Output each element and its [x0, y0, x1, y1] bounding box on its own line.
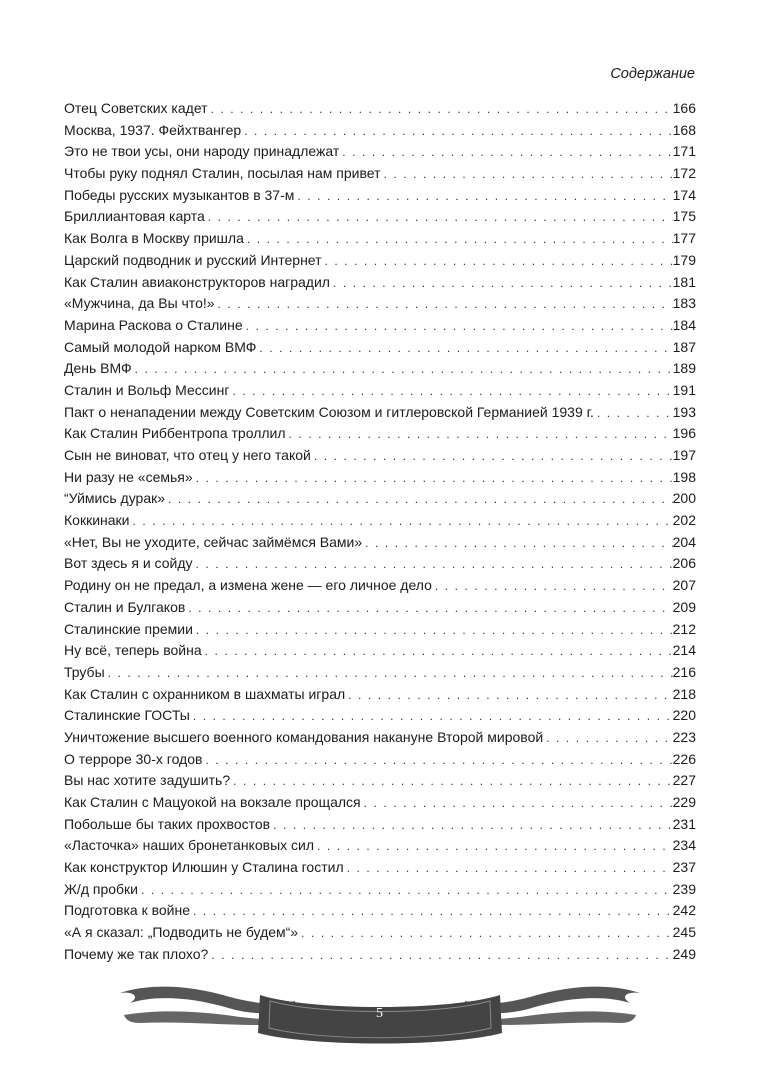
- toc-leader-dots: [361, 793, 673, 815]
- toc-leader-dots: [230, 771, 673, 793]
- toc-leader-dots: [229, 381, 672, 403]
- toc-entry-page: 174: [672, 186, 696, 203]
- toc-entry-page: 181: [672, 273, 696, 290]
- toc-entry-page: 177: [672, 230, 696, 247]
- toc-entry-title: Ж/д пробки: [64, 880, 138, 897]
- toc-entry: [64, 272, 696, 294]
- toc-entry-page: 189: [672, 360, 696, 377]
- toc-entry-page: 237: [672, 859, 696, 876]
- toc-entry-title: Сталин и Булгаков: [64, 598, 186, 615]
- toc-entry: [64, 705, 696, 727]
- toc-leader-dots: [192, 554, 672, 576]
- toc-entry-page: 218: [672, 685, 696, 702]
- toc-entry: [64, 814, 696, 836]
- toc-leader-dots: [202, 750, 672, 772]
- toc-entry: [64, 206, 696, 228]
- toc-entry: [64, 835, 696, 857]
- toc-entry-title: Это не твои усы, они народу принадлежат: [64, 143, 340, 160]
- toc-entry: [64, 944, 696, 966]
- toc-entry-title: «А я сказал: „Подводить не будем“»: [64, 924, 299, 941]
- toc-entry: [64, 98, 696, 120]
- toc-entry: [64, 163, 696, 185]
- toc-entry-title: Марина Раскова о Сталине: [64, 316, 243, 333]
- toc-entry-title: Пакт о ненападении между Советским Союзом и гитлеровской Германией 1939 г.: [64, 403, 594, 420]
- toc-leader-dots: [594, 403, 673, 425]
- toc-leader-dots: [193, 620, 673, 642]
- toc-entry: [64, 293, 696, 315]
- toc-entry: [64, 185, 696, 207]
- toc-leader-dots: [339, 142, 672, 164]
- toc-entry-title: Ну всё, теперь война: [64, 642, 202, 659]
- toc-leader-dots: [380, 164, 672, 186]
- toc-entry: [64, 120, 696, 142]
- toc-entry-title: «Мужчина, да Вы что!»: [64, 295, 215, 312]
- toc-entry-page: 196: [672, 425, 696, 442]
- toc-leader-dots: [256, 338, 672, 360]
- toc-entry: [64, 510, 696, 532]
- toc-entry-page: 184: [672, 316, 696, 333]
- toc-leader-dots: [362, 533, 672, 555]
- toc-entry-page: 223: [672, 728, 696, 745]
- toc-leader-dots: [190, 901, 673, 923]
- toc-entry-title: День ВМФ: [64, 360, 132, 377]
- toc-entry-page: 249: [672, 945, 696, 962]
- toc-entry-page: 231: [672, 815, 696, 832]
- toc-entry: [64, 879, 696, 901]
- toc-leader-dots: [208, 99, 673, 121]
- toc-entry-page: 229: [672, 794, 696, 810]
- toc-entry-title: Победы русских музыкантов в 37-м: [64, 186, 295, 203]
- toc-entry-page: 166: [672, 100, 696, 116]
- toc-entry-page: 175: [672, 208, 696, 225]
- toc-entry: [64, 228, 696, 250]
- running-header: Содержание: [610, 66, 695, 82]
- toc-entry: [64, 662, 696, 684]
- toc-entry: [64, 770, 696, 792]
- toc-leader-dots: [165, 489, 673, 511]
- toc-entry-page: 216: [672, 663, 696, 680]
- toc-entry-title: Коккинаки: [64, 512, 130, 529]
- toc-entry-title: Как Сталин с охранником в шахматы играл: [64, 685, 346, 702]
- toc-entry-page: 227: [672, 772, 696, 789]
- table-of-contents: [64, 98, 696, 966]
- toc-entry: [64, 402, 696, 424]
- toc-leader-dots: [270, 815, 673, 837]
- toc-leader-dots: [202, 641, 673, 663]
- toc-entry: [64, 553, 696, 575]
- toc-entry-page: 239: [672, 880, 696, 897]
- toc-entry-page: 168: [672, 121, 696, 138]
- toc-leader-dots: [311, 446, 673, 468]
- toc-entry-page: 187: [672, 338, 696, 355]
- toc-leader-dots: [345, 685, 672, 707]
- toc-entry-page: 206: [672, 555, 696, 572]
- toc-leader-dots: [138, 880, 673, 902]
- toc-entry-title: Как Сталин авиаконструкторов наградил: [64, 273, 330, 290]
- toc-entry-title: Вы нас хотите задушить?: [64, 772, 231, 789]
- toc-entry-title: Как Сталин Риббентропа троллил: [64, 425, 286, 442]
- toc-entry: [64, 684, 696, 706]
- toc-entry: [64, 792, 696, 814]
- toc-entry-title: Побольше бы таких прохвостов: [64, 815, 271, 832]
- toc-entry-title: Отец Советских кадет: [64, 100, 208, 116]
- toc-entry: [64, 488, 696, 510]
- toc-leader-dots: [286, 424, 673, 446]
- toc-entry-title: Сталинские ГОСТы: [64, 707, 190, 724]
- toc-entry-title: Сталинские премии: [64, 620, 193, 637]
- toc-entry: [64, 857, 696, 879]
- toc-entry: [64, 749, 696, 771]
- toc-entry-title: Почему же так плохо?: [64, 945, 209, 962]
- toc-entry-title: Москва, 1937. Фейхтвангер: [64, 121, 242, 138]
- toc-entry-title: Вот здесь я и сойду: [64, 555, 193, 572]
- toc-entry-page: 245: [672, 924, 696, 941]
- toc-entry: [64, 358, 696, 380]
- toc-entry: [64, 922, 696, 944]
- toc-entry-page: 200: [672, 490, 696, 507]
- toc-entry-page: 171: [672, 143, 696, 160]
- toc-entry-page: 202: [672, 512, 696, 529]
- toc-entry-page: 234: [672, 837, 696, 854]
- toc-leader-dots: [105, 663, 673, 685]
- toc-entry-title: «Ласточка» наших бронетанковых сил: [64, 837, 315, 854]
- toc-entry-title: Как конструктор Илюшин у Сталина гостил: [64, 859, 344, 876]
- toc-entry-title: Сталин и Вольф Мессинг: [64, 381, 230, 398]
- toc-leader-dots: [193, 468, 673, 490]
- toc-entry-page: 197: [672, 447, 696, 463]
- toc-entry: [64, 141, 696, 163]
- toc-leader-dots: [298, 923, 673, 945]
- toc-entry: [64, 337, 696, 359]
- toc-entry: [64, 575, 696, 597]
- toc-entry: [64, 727, 696, 749]
- toc-leader-dots: [344, 858, 673, 880]
- toc-entry: [64, 423, 696, 445]
- toc-entry: [64, 380, 696, 402]
- toc-entry-title: О терроре 30-х годов: [64, 750, 203, 767]
- toc-entry-title: Уничтожение высшего военного командования накануне Второй мировой: [64, 728, 544, 745]
- toc-leader-dots: [205, 207, 673, 229]
- toc-entry: [64, 315, 696, 337]
- toc-entry-page: 207: [672, 577, 696, 594]
- toc-leader-dots: [241, 121, 672, 143]
- toc-entry: [64, 900, 696, 922]
- toc-leader-dots: [294, 186, 672, 208]
- toc-leader-dots: [243, 316, 673, 338]
- toc-leader-dots: [432, 576, 673, 598]
- toc-leader-dots: [208, 945, 672, 967]
- toc-entry-page: 204: [672, 533, 696, 550]
- toc-entry-title: Как Волга в Москву пришла: [64, 230, 244, 247]
- toc-entry-title: Бриллиантовая карта: [64, 208, 205, 225]
- toc-entry: [64, 640, 696, 662]
- toc-entry-title: «Нет, Вы не уходите, сейчас займёмся Вами»: [64, 533, 363, 550]
- toc-entry: [64, 467, 696, 489]
- toc-entry-title: Ни разу не «семья»: [64, 468, 193, 485]
- toc-entry-title: Царский подводник и русский Интернет: [64, 251, 322, 268]
- toc-entry-page: 212: [672, 620, 696, 637]
- toc-entry-page: 220: [672, 707, 696, 724]
- toc-entry-page: 193: [672, 403, 696, 420]
- toc-entry-title: Как Сталин с Мацуокой на вокзале прощался: [64, 794, 361, 810]
- toc-entry-page: 179: [672, 251, 696, 268]
- toc-entry-title: Самый молодой нарком ВМФ: [64, 338, 257, 355]
- toc-leader-dots: [190, 706, 673, 728]
- toc-leader-dots: [215, 294, 673, 316]
- toc-leader-dots: [543, 728, 672, 750]
- toc-leader-dots: [330, 273, 673, 295]
- toc-leader-dots: [129, 511, 672, 533]
- toc-entry: [64, 250, 696, 272]
- toc-entry-title: Чтобы руку поднял Сталин, посылая нам привет: [64, 165, 381, 182]
- toc-entry-page: 209: [672, 598, 696, 615]
- toc-entry-title: Родину он не предал, а измена жене — его личное дело: [64, 577, 432, 594]
- toc-entry-page: 172: [672, 165, 696, 182]
- toc-leader-dots: [132, 359, 673, 381]
- toc-leader-dots: [314, 836, 673, 858]
- toc-entry-page: 183: [672, 295, 696, 312]
- page-number: 5: [376, 1006, 383, 1021]
- toc-entry-page: 226: [672, 750, 696, 767]
- toc-entry-page: 214: [672, 642, 696, 659]
- toc-entry-title: Трубы: [64, 663, 105, 680]
- toc-leader-dots: [244, 229, 673, 251]
- toc-entry: [64, 445, 696, 467]
- toc-entry: [64, 597, 696, 619]
- toc-entry-page: 191: [672, 381, 696, 398]
- toc-entry: [64, 619, 696, 641]
- toc-entry: [64, 532, 696, 554]
- toc-entry-title: Сын не виноват, что отец у него такой: [64, 447, 311, 463]
- toc-leader-dots: [322, 251, 673, 273]
- toc-entry-page: 198: [672, 468, 696, 485]
- toc-entry-page: 242: [672, 902, 696, 919]
- toc-leader-dots: [185, 598, 672, 620]
- toc-entry-title: Подготовка к войне: [64, 902, 190, 919]
- toc-entry-title: “Уймись дурак»: [64, 490, 166, 507]
